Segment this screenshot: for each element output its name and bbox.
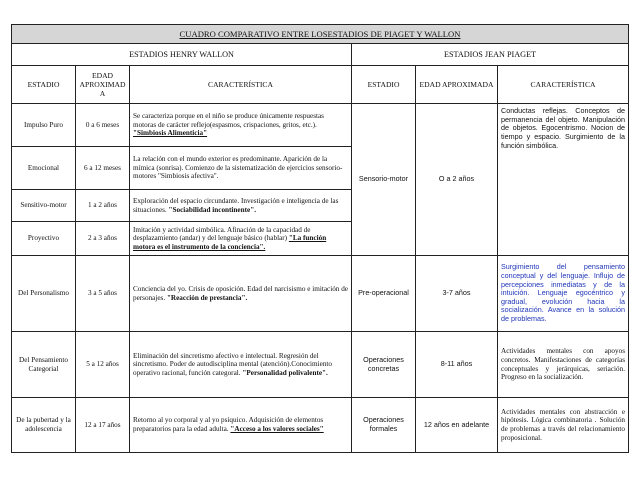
wallon-edad: 12 a 17 años <box>76 398 130 453</box>
wallon-texto: Se caracteriza porque en el niño se produce únicamente respuestas motoras de carácter reflejo(espasmos, crispaciones, gritos, etc.). <box>133 112 324 129</box>
wallon-caracteristica <box>130 190 352 222</box>
table-row <box>12 332 629 398</box>
table-row <box>12 256 629 332</box>
piaget-edad: 3-7 años <box>416 256 498 332</box>
wallon-estadio: Impulso Puro <box>12 104 76 147</box>
piaget-edad: 8-11 años <box>416 332 498 398</box>
table-title: CUADRO COMPARATIVO ENTRE LOSESTADIOS DE PIAGET Y WALLON <box>12 25 629 44</box>
wallon-texto: Retorno al yo corporal y al yo psíquico. Adquisición de elementos preparatorios para la edad adulta. <box>133 416 324 433</box>
piaget-caracteristica: Actividades mentales con abstracción e hipótesis. Lógica combinatoria . Solución de problemas a través del relacionamiento proposicional. <box>498 398 629 453</box>
piaget-edad: 12 años en adelante <box>416 398 498 453</box>
wallon-estadio: Del Pensamiento Categorial <box>12 332 76 398</box>
wallon-edad: 5 a 12 años <box>76 332 130 398</box>
header-edad: EDAD APROXIMAD A <box>76 66 130 104</box>
header-caracteristica-piaget: CARACTERÍSTICA <box>498 66 629 104</box>
header-edad-piaget: EDAD APROXIMADA <box>416 66 498 104</box>
wallon-caracteristica <box>130 332 352 398</box>
wallon-caracteristica <box>130 398 352 453</box>
piaget-estadio: Operaciones formales <box>352 398 416 453</box>
wallon-caracteristica <box>130 104 352 147</box>
header-estadio-piaget: ESTADIO <box>352 66 416 104</box>
wallon-edad: 1 a 2 años <box>76 190 130 222</box>
wallon-estadio: Sensitivo-motor <box>12 190 76 222</box>
table-row <box>12 104 629 147</box>
piaget-estadio: Pre-operacional <box>352 256 416 332</box>
wallon-caracteristica <box>130 222 352 256</box>
piaget-estadio: Operaciones concretas <box>352 332 416 398</box>
piaget-caracteristica: Conductas reflejas. Conceptos de permanencia del objeto. Manipulación de objetos. Egocentrismo. Nocion de tiempo y espacio. Surgimiento de la función simbólica. <box>498 104 629 256</box>
section-wallon: ESTADIOS HENRY WALLON <box>12 44 352 66</box>
wallon-texto: La relación con el mundo exterior es predominante. Aparición de la mímica (sonrisa). Comienzo de la sistematización de ejercicios sensorio-motores <box>133 155 343 181</box>
wallon-estadio: Proyectivo <box>12 222 76 256</box>
wallon-destacado: "Personalidad polivalente". <box>242 368 328 377</box>
wallon-texto: Imitación y actividad simbólica. Afinación de la capacidad de desplazamiento (andar) y del lenguaje básico (hablar) <box>133 225 311 243</box>
wallon-caracteristica <box>130 256 352 332</box>
wallon-edad: 3 a 5 años <box>76 256 130 332</box>
wallon-edad: 0 a 6 meses <box>76 104 130 147</box>
piaget-caracteristica: Surgimiento del pensamiento conceptual y del lenguaje. Influjo de percepciones inmediatas y de la intuición. Lenguaje egocéntrico y gradual, evolución hacia la socialización. Avance en la solución de problemas. <box>498 256 629 332</box>
wallon-destacado: "Reacción de prestancia". <box>166 293 248 302</box>
wallon-estadio: De la pubertad y la adolescencia <box>12 398 76 453</box>
wallon-edad: 2 a 3 años <box>76 222 130 256</box>
wallon-texto: Eliminación del sincretismo afectivo e intelectual. Regresión del sincretismo. Poder de autodisciplina mental (atención).Conocimiento operativo racional, función categoral. <box>133 351 333 377</box>
comparison-table <box>11 24 629 453</box>
wallon-destacado: "Acceso a los valores sociales" <box>230 425 324 433</box>
piaget-caracteristica: Actividades mentales con apoyos concretos. Manifestaciones de categorías conceptuales y jerárquicas, seriación. Progreso en la socialización. <box>498 332 629 398</box>
table-row <box>12 398 629 453</box>
wallon-texto: Exploración del espacio circundante. Investigación e inteligencia de las situaciones. <box>133 196 339 214</box>
wallon-destacado: "Simbiosis Alimenticia" <box>133 129 208 138</box>
wallon-caracteristica <box>130 147 352 190</box>
comparison-sheet <box>11 24 628 453</box>
section-piaget: ESTADIOS JEAN PIAGET <box>352 44 629 66</box>
wallon-estadio: Emocional <box>12 147 76 190</box>
wallon-estadio: Del Personalismo <box>12 256 76 332</box>
wallon-destacado: "Sociabilidad incontinente". <box>168 205 256 214</box>
piaget-estadio: Sensorio-motor <box>352 104 416 256</box>
wallon-edad: 6 a 12 meses <box>76 147 130 190</box>
wallon-destacado: "Simbiosis afectiva". <box>157 172 219 181</box>
wallon-destacado: "La función motora es el instrumento de la conciencia". <box>133 234 327 251</box>
wallon-texto: Conciencia del yo. Crisis de oposición. Edad del narcisismo e imitación de personajes. <box>133 284 348 302</box>
piaget-edad: O a 2 años <box>416 104 498 256</box>
header-estadio: ESTADIO <box>12 66 76 104</box>
header-caracteristica: CARACTERÍSTICA <box>130 66 352 104</box>
